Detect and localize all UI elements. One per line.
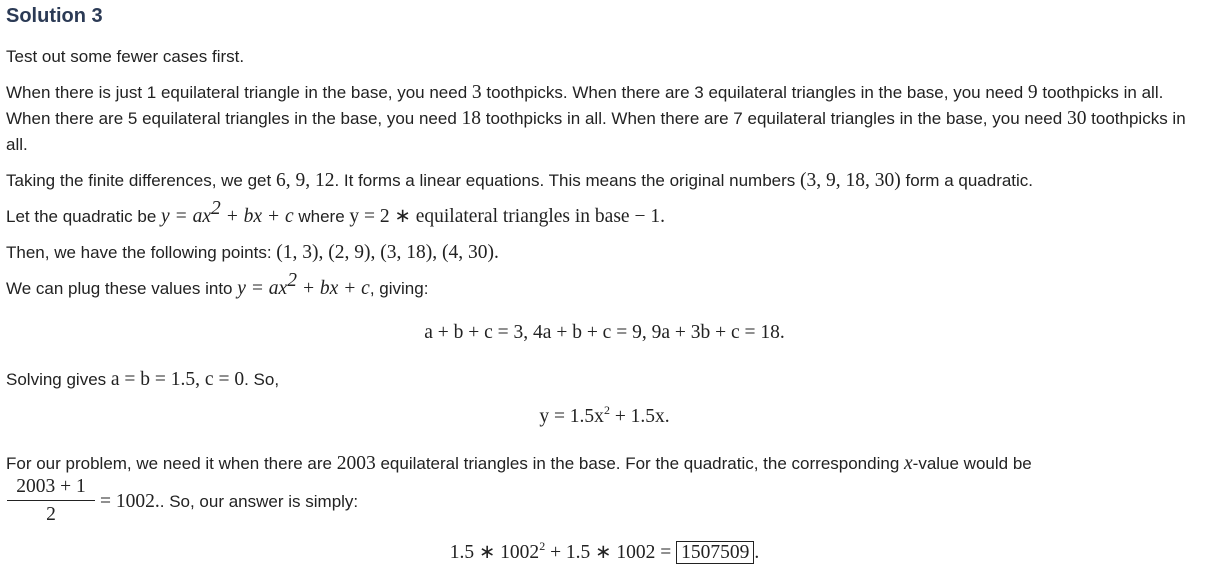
final-answer-b: + 1.5 ∗ 1002 = <box>545 542 677 563</box>
x-value-fraction <box>7 476 95 526</box>
differences-paragraph <box>6 168 1033 194</box>
final-answer-equation <box>0 540 1209 564</box>
cases-math-3: 18 <box>461 108 482 129</box>
system-equation-text: a + b + c = 3, 4a + b + c = 9, 9a + 3b + c = 18. <box>424 322 785 343</box>
cases-paragraph <box>6 80 1196 158</box>
cases-text-4: toothpicks in all. When there are 7 equilateral triangles in the base, you need <box>481 109 1067 128</box>
differences-text-1: Taking the finite differences, we get <box>6 171 276 190</box>
quadratic-text-2: where <box>293 207 350 226</box>
cases-text-5: toothpicks in all. <box>6 109 1186 154</box>
answer-box: 1507509 <box>676 541 754 564</box>
differences-text-2: . It forms a linear equations. This means the original numbers <box>334 171 800 190</box>
quadratic-result-exponent: 2 <box>603 403 610 417</box>
solving-text-2: . So, <box>244 370 280 389</box>
answer-lead-math: = 1002. <box>100 491 160 512</box>
problem-text-1: For our problem, we need it when there are <box>6 454 337 473</box>
problem-math-2: x <box>904 453 913 474</box>
plug-paragraph <box>6 270 429 302</box>
quadratic-math-1b: + bx + c <box>220 206 294 227</box>
intro-text: Test out some fewer cases first. <box>6 47 245 66</box>
plug-exponent: 2 <box>287 270 297 291</box>
cases-text-2: toothpicks. When there are 3 equilateral triangles in the base, you need <box>481 83 1028 102</box>
points-text: Then, we have the following points: <box>6 243 277 262</box>
quadratic-result-a: y = 1.5x <box>539 406 604 427</box>
answer-lead-text: . So, our answer is simply: <box>159 492 359 511</box>
quadratic-definition-paragraph <box>6 198 665 230</box>
quadratic-text-1: Let the quadratic be <box>6 207 162 226</box>
system-equation <box>0 322 1209 344</box>
points-paragraph <box>6 240 499 266</box>
problem-paragraph <box>6 451 1196 477</box>
solution-heading: Solution 3 <box>6 5 103 27</box>
quadratic-math-1a: y = ax <box>161 206 211 227</box>
fraction-numerator: 2003 + 1 <box>7 476 95 501</box>
differences-text-3: form a quadratic. <box>900 171 1034 190</box>
quadratic-math-2: y = 2 ∗ equilateral triangles in base − 1. <box>349 206 665 227</box>
differences-math-2: (3, 9, 18, 30) <box>800 170 901 191</box>
problem-text-3: -value would be <box>912 454 1032 473</box>
plug-text-2: , giving: <box>369 279 429 298</box>
solving-math: a = b = 1.5, c = 0 <box>110 369 245 390</box>
cases-math-4: 30 <box>1066 108 1087 129</box>
plug-math-1b: + bx + c <box>296 278 370 299</box>
quadratic-exponent: 2 <box>210 198 221 219</box>
final-answer-exponent: 2 <box>539 539 546 553</box>
cases-text-3: toothpicks in all. When there are 5 equilateral triangles in the base, you need <box>6 83 1164 128</box>
fraction-denominator: 2 <box>46 504 56 525</box>
cases-math-2: 9 <box>1027 82 1038 103</box>
differences-math-1: 6, 9, 12 <box>275 170 335 191</box>
final-answer-period: . <box>754 542 760 563</box>
solving-paragraph <box>6 367 279 393</box>
points-math: (1, 3), (2, 9), (3, 18), (4, 30). <box>276 242 499 263</box>
quadratic-result-equation <box>0 403 1209 428</box>
final-answer-a: 1.5 ∗ 1002 <box>449 542 540 563</box>
quadratic-result-b: + 1.5x. <box>609 406 670 427</box>
answer-lead-paragraph <box>100 489 358 515</box>
solving-text-1: Solving gives <box>6 370 111 389</box>
cases-text-1: When there is just 1 equilateral triangle in the base, you need <box>6 83 472 102</box>
problem-text-2: equilateral triangles in the base. For the quadratic, the corresponding <box>375 454 904 473</box>
plug-math-1a: y = ax <box>237 278 288 299</box>
problem-math-1: 2003 <box>336 453 376 474</box>
intro-paragraph <box>6 44 244 70</box>
plug-text-1: We can plug these values into <box>6 279 238 298</box>
cases-math-1: 3 <box>471 82 482 103</box>
